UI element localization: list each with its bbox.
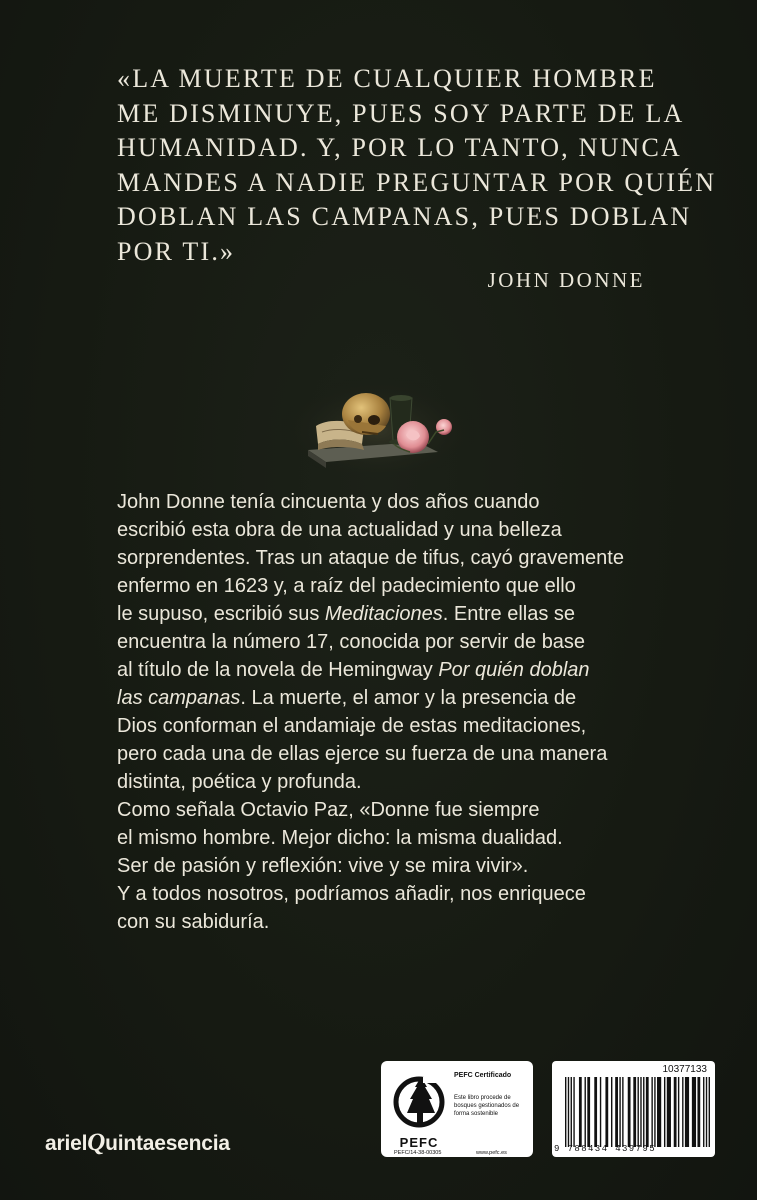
still-life-image (278, 340, 478, 480)
blurb-line: el mismo hombre. Mejor dicho: la misma dualidad. (117, 827, 563, 849)
barcode-bar (594, 1077, 597, 1147)
book-title-meditaciones: Meditaciones (324, 603, 443, 625)
barcode-bar (646, 1077, 649, 1147)
quote-line: POR TI.» (117, 236, 236, 266)
barcode-bar (633, 1077, 636, 1147)
blurb-line: Como señala Octavio Paz, «Donne fue siempre (117, 799, 540, 821)
blurb-text: le supuso, escribió sus (117, 603, 325, 625)
quote-line: MANDES A NADIE PREGUNTAR POR QUIÉN (117, 167, 717, 197)
barcode-bar (628, 1077, 631, 1147)
back-cover-blurb (117, 488, 677, 936)
blurb-line: encuentra la número 17, conocida por servir de base (117, 631, 586, 653)
pefc-description: Este libro procede de bosques gestionados de forma sostenible (454, 1095, 520, 1117)
blurb-line: Y a todos nosotros, podríamos añadir, nos enriquece (117, 883, 586, 905)
barcode-bar (651, 1077, 652, 1147)
barcode-bar (611, 1077, 612, 1147)
novel-title-part: Por quién doblan (438, 659, 590, 681)
barcode-bar (619, 1077, 620, 1147)
publisher-rest: uintaesencia (105, 1132, 230, 1155)
blurb-line: con su sabiduría. (117, 911, 270, 933)
barcode-bar (706, 1077, 707, 1147)
barcode-bar (615, 1077, 618, 1147)
blurb-text: . Entre ellas se (442, 603, 576, 625)
barcode-bar (579, 1077, 582, 1147)
barcode-bar (640, 1077, 641, 1147)
quote-line: HUMANIDAD. Y, POR LO TANTO, NUNCA (117, 133, 683, 162)
barcode-bar (622, 1077, 623, 1147)
barcode-bar (685, 1077, 689, 1147)
blurb-line: Dios conforman el andamiaje de estas meditaciones, (117, 715, 587, 737)
blurb-line: escribió esta obra de una actualidad y una belleza (117, 519, 562, 541)
blurb-line (117, 656, 677, 684)
isbn-number: 9 788434 439795 (554, 1144, 657, 1154)
publisher-q: Q (87, 1129, 106, 1156)
blurb-text: . La muerte, el amor y la presencia de (240, 687, 577, 709)
barcode-bar (703, 1077, 704, 1147)
quote-author: JOHN DONNE (487, 268, 645, 292)
barcode-bar (682, 1077, 683, 1147)
isbn-barcode (552, 1061, 715, 1157)
blurb-line: enfermo en 1623 y, a raíz del padecimiento que ello (117, 575, 576, 597)
pefc-title: PEFC Certificado (454, 1072, 512, 1079)
barcode-bar (565, 1077, 566, 1147)
barcode-bar (667, 1077, 671, 1147)
barcode-bar (587, 1077, 590, 1147)
barcode-bar (678, 1077, 679, 1147)
blurb-line: Ser de pasión y reflexión: vive y se mira vivir». (117, 855, 529, 877)
blurb-line: John Donne tenía cincuenta y dos años cuando (117, 491, 540, 513)
blurb-line: pero cada una de ellas ejerce su fuerza de una manera (117, 743, 608, 765)
barcode-bar (654, 1077, 655, 1147)
publisher-logo (45, 1129, 230, 1157)
barcode-bar (638, 1077, 639, 1147)
pefc-code: PEFC/14-38-00305 (394, 1150, 442, 1156)
barcode-bar (657, 1077, 661, 1147)
barcode-bar (692, 1077, 696, 1147)
quote-line: DOBLAN LAS CAMPANAS, PUES DOBLAN (117, 202, 692, 231)
barcode-bar (643, 1077, 644, 1147)
barcode-bar (605, 1077, 608, 1147)
barcode-bars (565, 1077, 710, 1147)
novel-title-part: las campanas (117, 687, 241, 709)
quote-line: ME DISMINUYE, PUES SOY PARTE DE LA (117, 98, 685, 128)
product-code: 10377133 (662, 1064, 707, 1075)
barcode-bar (568, 1077, 569, 1147)
publisher-ariel: ariel (45, 1132, 88, 1155)
barcode-bar (709, 1077, 710, 1147)
barcode-bar (573, 1077, 574, 1147)
barcode-bar (664, 1077, 665, 1147)
barcode-bar (600, 1077, 601, 1147)
epigraph-quote (117, 62, 717, 269)
pefc-certification (381, 1061, 533, 1157)
blurb-line: sorprendentes. Tras un ataque de tifus, cayó gravemente (117, 547, 624, 569)
blurb-line (117, 684, 677, 712)
blurb-text: al título de la novela de Hemingway (117, 659, 439, 681)
pefc-tree-logo-icon (393, 1069, 445, 1135)
barcode-bar (585, 1077, 586, 1147)
pefc-wordmark: PEFC (399, 1135, 439, 1150)
quote-line: «LA MUERTE DE CUALQUIER HOMBRE (117, 64, 657, 93)
barcode-bar (674, 1077, 677, 1147)
blurb-line: distinta, poética y profunda. (117, 771, 362, 793)
pefc-website: www.pefc.es (476, 1150, 507, 1156)
blurb-line (117, 600, 677, 628)
barcode-bar (571, 1077, 572, 1147)
barcode-bar (697, 1077, 700, 1147)
